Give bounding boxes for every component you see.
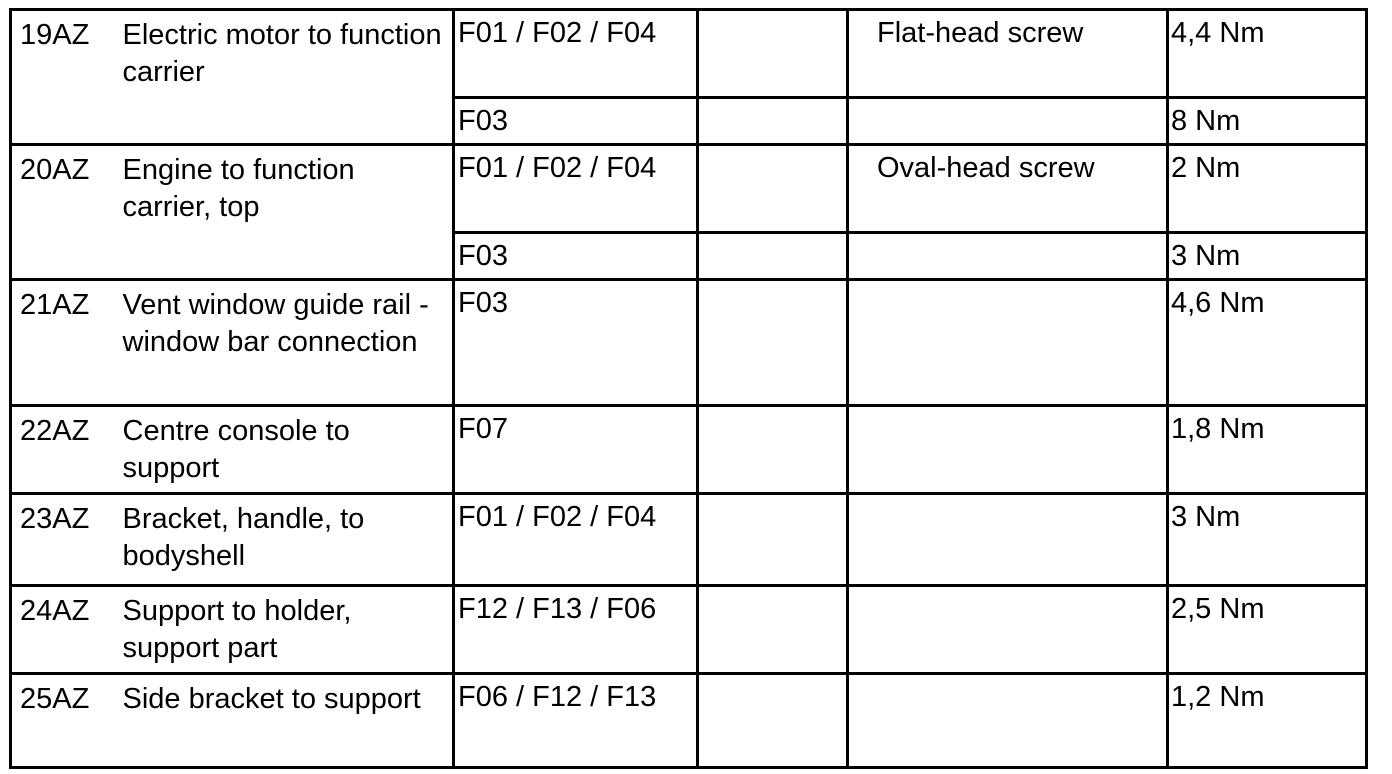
item-description-cell — [117, 406, 454, 494]
item-code-cell — [11, 586, 117, 674]
item-code-cell — [11, 10, 117, 145]
extra-cell — [698, 674, 848, 768]
screw-type-cell — [848, 586, 1168, 674]
table-row — [11, 586, 1367, 674]
extra-cell — [698, 10, 848, 98]
torque-value-cell — [1168, 406, 1367, 494]
model-variant: F01 / F02 / F04 — [458, 152, 657, 184]
item-code-cell — [11, 280, 117, 406]
screw-type-cell — [848, 10, 1168, 98]
item-description: Centre console to support — [122, 415, 350, 484]
extra-cell — [698, 586, 848, 674]
torque-value: 2,5 Nm — [1171, 593, 1265, 625]
screw-type-cell — [848, 280, 1168, 406]
screw-type: Flat-head screw — [877, 17, 1084, 49]
model-variant: F06 / F12 / F13 — [458, 681, 657, 713]
torque-value: 1,8 Nm — [1171, 413, 1265, 445]
torque-value-cell — [1168, 98, 1367, 145]
model-variant: F03 — [458, 287, 508, 319]
item-code: 19AZ — [20, 19, 90, 51]
torque-value-cell — [1168, 280, 1367, 406]
screw-type-cell — [848, 145, 1168, 233]
item-code: 21AZ — [20, 289, 90, 321]
table-row — [11, 674, 1367, 768]
extra-cell — [698, 145, 848, 233]
item-description: Side bracket to support — [122, 683, 421, 715]
model-variant: F01 / F02 / F04 — [458, 17, 657, 49]
item-code: 24AZ — [20, 595, 90, 627]
item-code: 22AZ — [20, 415, 90, 447]
model-variant: F07 — [458, 413, 508, 445]
torque-value: 4,4 Nm — [1171, 17, 1265, 49]
torque-value-cell — [1168, 494, 1367, 586]
torque-value: 4,6 Nm — [1171, 287, 1265, 319]
model-variant-cell — [454, 406, 698, 494]
model-variant-cell — [454, 98, 698, 145]
torque-value: 3 Nm — [1171, 501, 1241, 533]
model-variant-cell — [454, 145, 698, 233]
item-description: Engine to function carrier, top — [122, 154, 355, 223]
torque-value-cell — [1168, 233, 1367, 280]
torque-value: 3 Nm — [1171, 240, 1241, 272]
table-row — [11, 10, 1367, 98]
item-description: Vent window guide rail - window bar connection — [122, 289, 429, 358]
item-code-cell — [11, 145, 117, 280]
model-variant: F12 / F13 / F06 — [458, 593, 657, 625]
item-code: 25AZ — [20, 683, 90, 715]
item-description: Support to holder, support part — [122, 595, 352, 664]
screw-type-cell — [848, 98, 1168, 145]
item-code-cell — [11, 406, 117, 494]
model-variant-cell — [454, 280, 698, 406]
table-row — [11, 280, 1367, 406]
item-description-cell — [117, 145, 454, 280]
torque-specification-table — [9, 8, 1368, 769]
item-code-cell — [11, 494, 117, 586]
model-variant-cell — [454, 586, 698, 674]
item-description-cell — [117, 494, 454, 586]
extra-cell — [698, 98, 848, 145]
item-description: Bracket, handle, to bodyshell — [122, 503, 365, 572]
extra-cell — [698, 494, 848, 586]
item-description-cell — [117, 280, 454, 406]
item-description-cell — [117, 674, 454, 768]
extra-cell — [698, 406, 848, 494]
torque-value: 1,2 Nm — [1171, 681, 1265, 713]
extra-cell — [698, 280, 848, 406]
model-variant-cell — [454, 10, 698, 98]
item-description-cell — [117, 10, 454, 145]
item-description: Electric motor to function carrier — [122, 19, 442, 88]
torque-value-cell — [1168, 10, 1367, 98]
item-code: 23AZ — [20, 503, 90, 535]
model-variant: F03 — [458, 105, 508, 137]
screw-type-cell — [848, 233, 1168, 280]
item-description-cell — [117, 586, 454, 674]
screw-type: Oval-head screw — [877, 152, 1095, 184]
screw-type-cell — [848, 494, 1168, 586]
model-variant-cell — [454, 233, 698, 280]
torque-value: 8 Nm — [1171, 105, 1241, 137]
model-variant: F01 / F02 / F04 — [458, 501, 657, 533]
model-variant-cell — [454, 674, 698, 768]
table-row — [11, 145, 1367, 233]
extra-cell — [698, 233, 848, 280]
item-code-cell — [11, 674, 117, 768]
table-row — [11, 494, 1367, 586]
screw-type-cell — [848, 406, 1168, 494]
table-row — [11, 406, 1367, 494]
model-variant: F03 — [458, 240, 508, 272]
torque-value-cell — [1168, 586, 1367, 674]
screw-type-cell — [848, 674, 1168, 768]
item-code: 20AZ — [20, 154, 90, 186]
torque-value-cell — [1168, 145, 1367, 233]
torque-value: 2 Nm — [1171, 152, 1241, 184]
torque-value-cell — [1168, 674, 1367, 768]
model-variant-cell — [454, 494, 698, 586]
